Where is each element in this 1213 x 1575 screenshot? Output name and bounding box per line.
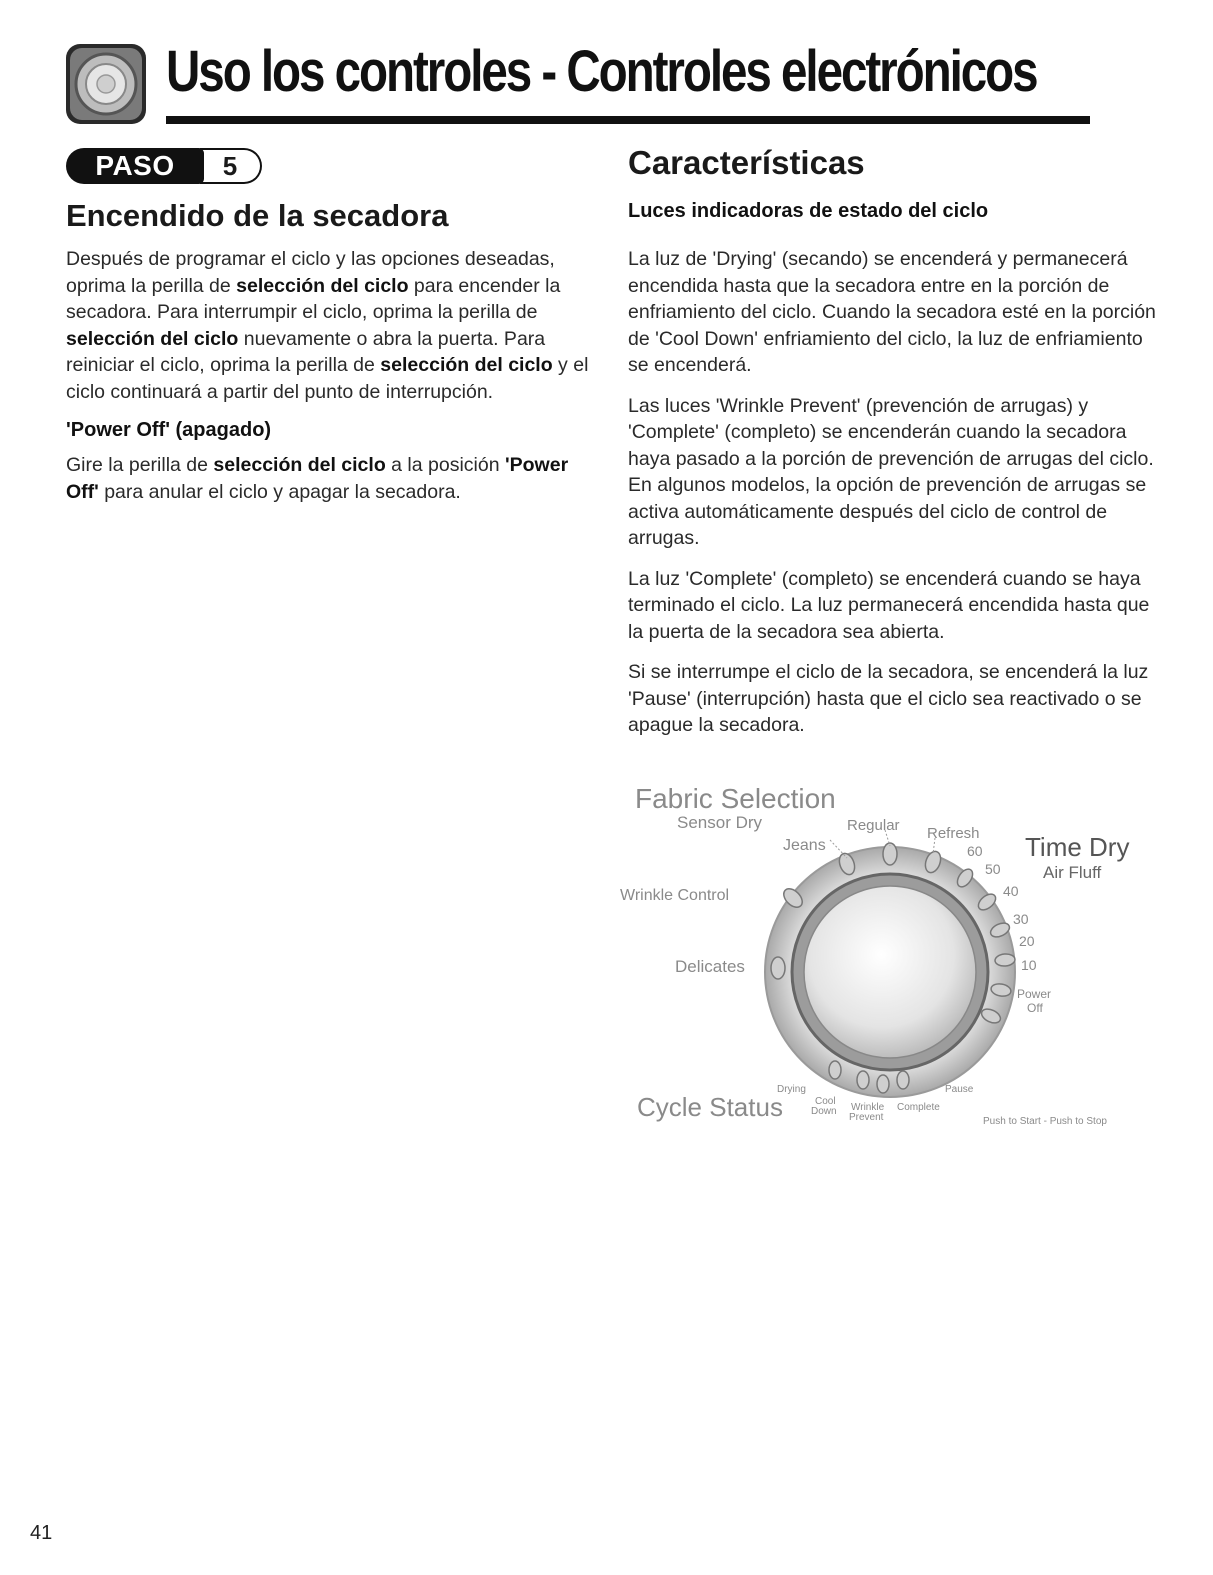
label-minutes-10: 10 xyxy=(1021,957,1037,973)
page-title: Uso los controles - Controles electrónicos xyxy=(166,39,1037,104)
label-off: Off xyxy=(1027,1001,1043,1015)
section-heading-dryer-start: Encendido de la secadora xyxy=(66,198,449,233)
paragraph-drying-light: La luz de 'Drying' (secando) se encenderá y permanecerá encendida hasta que la secadora entre en la porción de enfriamiento del ciclo. Cuando la secadora esté en la porción de 'Cool Down' enfriamiento del ciclo, la luz de enfriamiento se encenderá. xyxy=(628,248,1156,376)
step-number: 5 xyxy=(200,148,262,184)
label-power: Power xyxy=(1017,987,1052,1001)
dial-knob xyxy=(804,886,976,1058)
label-regular: Regular xyxy=(847,817,900,834)
subheading-cycle-status-lights: Luces indicadoras de estado del ciclo xyxy=(628,200,989,222)
label-minutes-20: 20 xyxy=(1019,933,1035,949)
label-delicates: Delicates xyxy=(675,957,745,976)
label-minutes-50: 50 xyxy=(985,861,1001,877)
label-cool: Cool xyxy=(815,1096,836,1107)
paragraph-wrinkle-prevent-light: Las luces 'Wrinkle Prevent' (prevención de arrugas) y 'Complete' (completo) se encenderán cuando la secadora haya pasado a la porción de prevención de arrugas del ciclo. En algunos modelos, la opción de prevención de arrugas se activa automáticamente después del ciclo de control de arrugas. xyxy=(628,394,1154,549)
left-column xyxy=(66,246,596,519)
label-down: Down xyxy=(811,1106,837,1117)
subheading-power-off: 'Power Off' (apagado) xyxy=(66,419,272,441)
paragraph-complete-light: La luz 'Complete' (completo) se encenderá cuando se haya terminado el ciclo. La luz permanecerá encendida hasta que la puerta de la secadora sea abierta. xyxy=(628,567,1150,643)
label-minutes-40: 40 xyxy=(1003,883,1019,899)
label-minutes-30: 30 xyxy=(1013,911,1029,927)
page-header xyxy=(66,36,1090,126)
label-cycle-status: Cycle Status xyxy=(637,1092,783,1122)
label-jeans: Jeans xyxy=(783,837,826,854)
label-push-start-stop: Push to Start - Push to Stop xyxy=(983,1116,1107,1127)
label-wrinkle-control: Wrinkle Control xyxy=(620,887,730,904)
step-label: PASO xyxy=(66,148,204,184)
label-pause: Pause xyxy=(945,1084,974,1095)
section-heading-features: Características xyxy=(628,144,865,181)
paragraph-start-dryer: Después de programar el ciclo y las opciones deseadas, oprima la perilla de selección del ciclo para encender la secadora. Para interrumpir el ciclo, oprima la perilla de selección del ciclo nuevamente o abra la puerta. Para reiniciar el ciclo, oprima la perilla de selección del ciclo y el ciclo continuará a partir del punto de interrupción. xyxy=(66,248,589,403)
label-refresh: Refresh xyxy=(927,825,980,842)
label-sensor-dry: Sensor Dry xyxy=(677,813,763,832)
dial-knob-icon xyxy=(66,44,146,124)
page-number: 41 xyxy=(30,1522,53,1544)
label-minutes-60: 60 xyxy=(967,843,983,859)
right-column xyxy=(628,246,1158,753)
label-wrinkle: Wrinkle xyxy=(851,1102,885,1113)
title-underline xyxy=(166,116,1090,124)
label-complete: Complete xyxy=(897,1102,940,1113)
label-fabric-selection: Fabric Selection xyxy=(635,783,836,814)
cycle-selector-dial-illustration xyxy=(615,780,1175,1140)
label-prevent: Prevent xyxy=(849,1112,884,1123)
paragraph-pause-light: Si se interrumpe el ciclo de la secadora, se encenderá la luz 'Pause' (interrupción) hasta que el ciclo sea reactivado o se apague la secadora. xyxy=(628,661,1149,736)
label-time-dry: Time Dry xyxy=(1025,832,1130,862)
label-air-fluff: Air Fluff xyxy=(1043,863,1102,882)
label-drying: Drying xyxy=(777,1084,806,1095)
paragraph-power-off: Gire la perilla de selección del ciclo a la posición 'Power Off' para anular el ciclo y apagar la secadora. xyxy=(66,454,569,503)
